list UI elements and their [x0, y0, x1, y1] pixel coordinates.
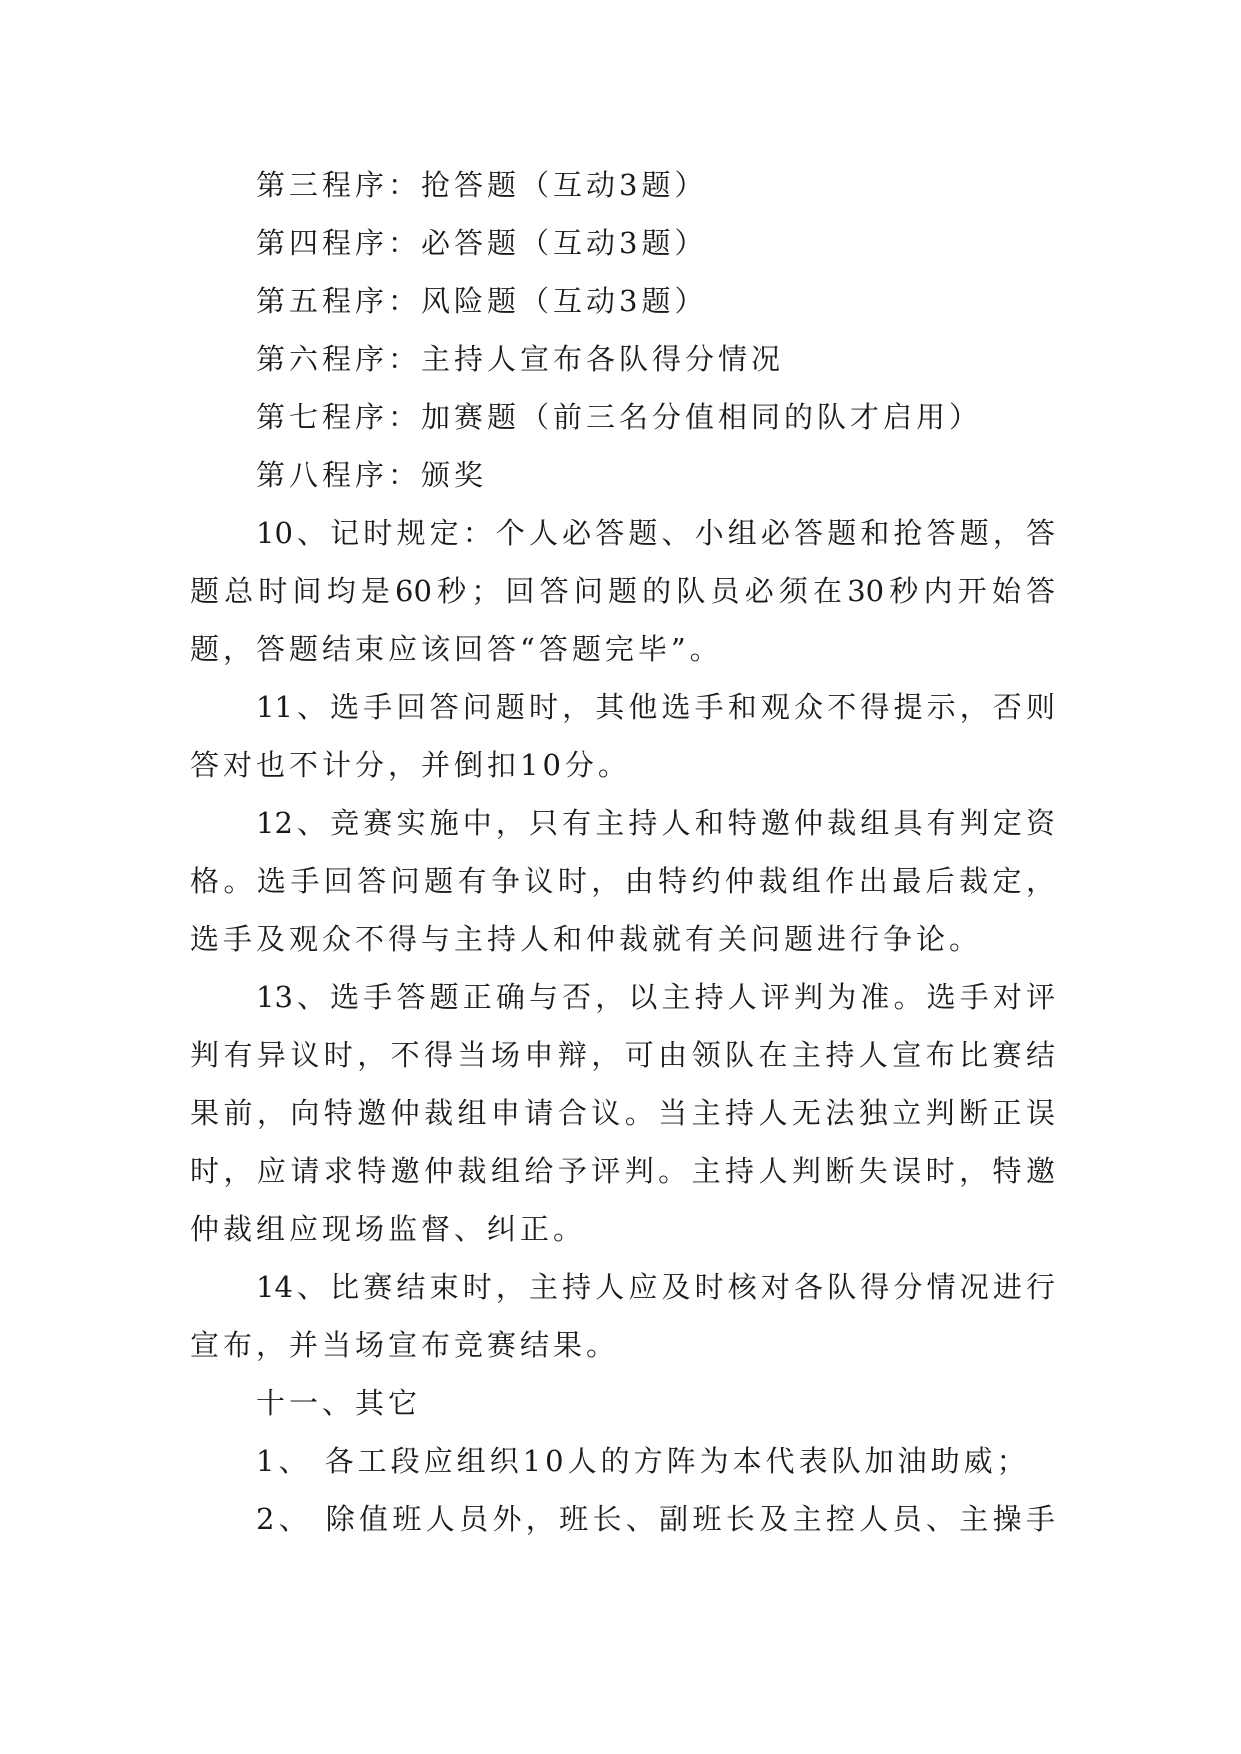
- rule-13-paragraph: [190, 968, 1055, 1258]
- program-step-7: 第七程序：加赛题（前三名分值相同的队才启用）: [256, 400, 983, 434]
- rule-14-line-2: 宣布，并当场宣布竞赛结果。: [190, 1328, 620, 1362]
- rule-11-line-1: 11、选手回答问题时，其他选手和观众不得提示，否则: [256, 690, 1055, 724]
- rule-13-line-1: 13、选手答题正确与否，以主持人评判为准。选手对评: [256, 980, 1055, 1014]
- rule-14-line-1: 14、比赛结束时，主持人应及时核对各队得分情况进行: [256, 1270, 1055, 1304]
- rule-10-paragraph: [190, 504, 1055, 678]
- rule-12-line-2: 格。选手回答问题有争议时，由特约仲裁组作出最后裁定，: [190, 864, 1055, 898]
- program-step-5: 第五程序：风险题（互动3题）: [256, 284, 708, 318]
- rule-13-line-4: 时，应请求特邀仲裁组给予评判。主持人判断失误时，特邀: [190, 1154, 1055, 1188]
- rule-12-line-3: 选手及观众不得与主持人和仲裁就有关问题进行争论。: [190, 922, 983, 956]
- section-11-heading: 十一、其它: [256, 1386, 422, 1420]
- rule-11-line-2: 答对也不计分，并倒扣10分。: [190, 748, 631, 782]
- rule-12-line-1: 12、竞赛实施中，只有主持人和特邀仲裁组具有判定资: [256, 806, 1055, 840]
- rule-14-paragraph: [190, 1258, 1055, 1374]
- program-step-6: 第六程序：主持人宣布各队得分情况: [256, 342, 785, 376]
- program-step-3: 第三程序：抢答题（互动3题）: [256, 168, 708, 202]
- rule-13-line-2: 判有异议时，不得当场申辩，可由领队在主持人宣布比赛结: [190, 1038, 1055, 1072]
- rule-10-line-1: 10、记时规定：个人必答题、小组必答题和抢答题，答: [256, 516, 1055, 550]
- rule-12-paragraph: [190, 794, 1055, 968]
- rule-13-line-5: 仲裁组应现场监督、纠正。: [190, 1212, 587, 1246]
- program-step-8: 第八程序：颁奖: [256, 458, 488, 492]
- section-11-item-1: 1、 各工段应组织10人的方阵为本代表队加油助威；: [256, 1444, 1030, 1478]
- rule-10-line-3: 题，答题结束应该回答“答题完毕”。: [190, 632, 723, 666]
- document-body: [190, 156, 1055, 1548]
- section-11-item-2: 2、 除值班人员外，班长、副班长及主控人员、主操手: [256, 1502, 1055, 1536]
- rule-11-paragraph: [190, 678, 1055, 794]
- rule-10-line-2: 题总时间均是60秒；回答问题的队员必须在30秒内开始答: [190, 574, 1055, 608]
- program-step-4: 第四程序：必答题（互动3题）: [256, 226, 708, 260]
- rule-13-line-3: 果前，向特邀仲裁组申请合议。当主持人无法独立判断正误: [190, 1096, 1055, 1130]
